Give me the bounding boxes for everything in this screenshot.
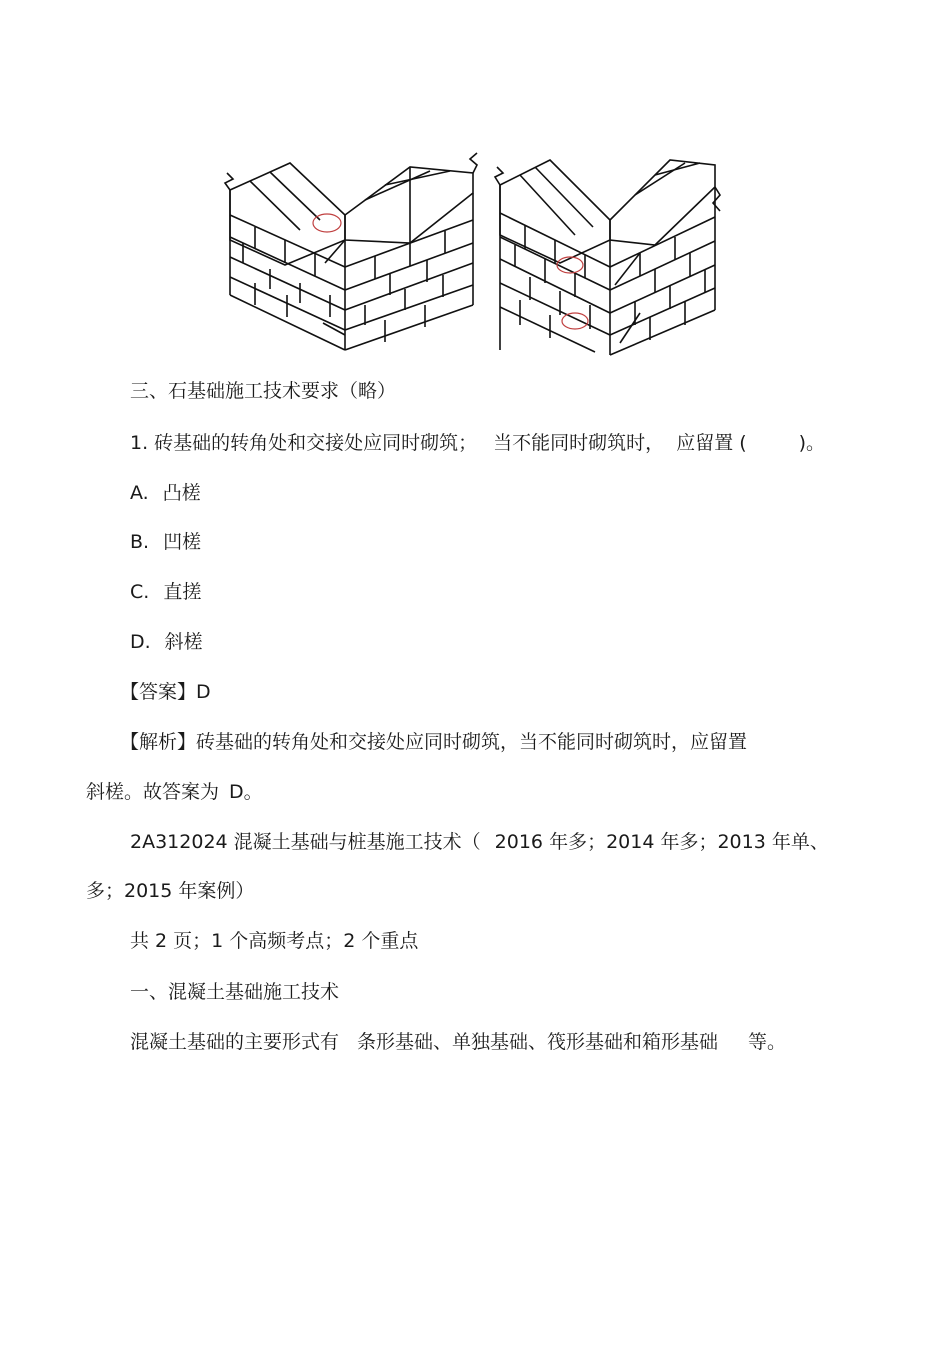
answer-value: D [196,681,211,703]
analysis-text: 砖基础的转角处和交接处应同时砌筑，当不能同时砌筑时，应留置 [196,731,748,753]
body-part-3: 等。 [748,1031,787,1053]
option-text: 凹槎 [163,531,202,553]
question-stem-part-4: )。 [798,432,826,454]
brick-corner-illustration [215,145,725,360]
brick-corner-left [225,153,477,350]
body-part-1: 混凝土基础的主要形式有 [130,1031,340,1053]
topic-code-title: 2A312024 混凝土基础与桩基施工技术（ [130,831,481,853]
body-part-2: 条形基础、单独基础、筏形基础和箱形基础 [357,1031,719,1053]
analysis-answer: D。 [229,781,263,803]
question-stem [130,430,825,456]
topic-title-line [130,829,829,855]
brick-corner-right [495,160,720,355]
topic-summary: 共 2 页；1 个高频考点；2 个重点 [130,930,419,952]
question-stem-part-1: 1. 砖基础的转角处和交接处应同时砌筑； [130,432,478,454]
brick-corner-figure [215,145,725,360]
option-c [130,579,201,605]
answer-label: 【答案】 [120,681,197,703]
concrete-foundation-body [130,1029,786,1055]
option-text: 直搓 [163,581,202,603]
analysis-label: 【解析】 [120,731,197,753]
section-heading-concrete-foundation: 一、混凝土基础施工技术 [130,981,340,1003]
question-stem-part-3: 应留置 ( [676,432,747,454]
topic-years-line-2: 多；2015 年案例） [86,880,255,902]
option-letter: B. [130,531,150,553]
option-text: 凸槎 [162,482,201,504]
answer-line [120,679,211,705]
analysis-text-cont: 斜槎。故答案为 [86,781,220,803]
topic-years-1: 2016 年多；2014 年多；2013 年单、 [494,831,829,853]
question-stem-part-2: 当不能同时砌筑时， [493,432,665,454]
option-b [130,529,201,555]
option-letter: A. [130,482,149,504]
option-d [130,629,203,655]
analysis-line-1 [120,729,747,755]
analysis-line-2 [86,779,263,805]
option-letter: D. [130,631,151,653]
option-letter: C. [130,581,150,603]
option-a [130,480,201,506]
section-heading-stone-foundation: 三、石基础施工技术要求（略） [130,380,397,402]
option-text: 斜槎 [164,631,203,653]
